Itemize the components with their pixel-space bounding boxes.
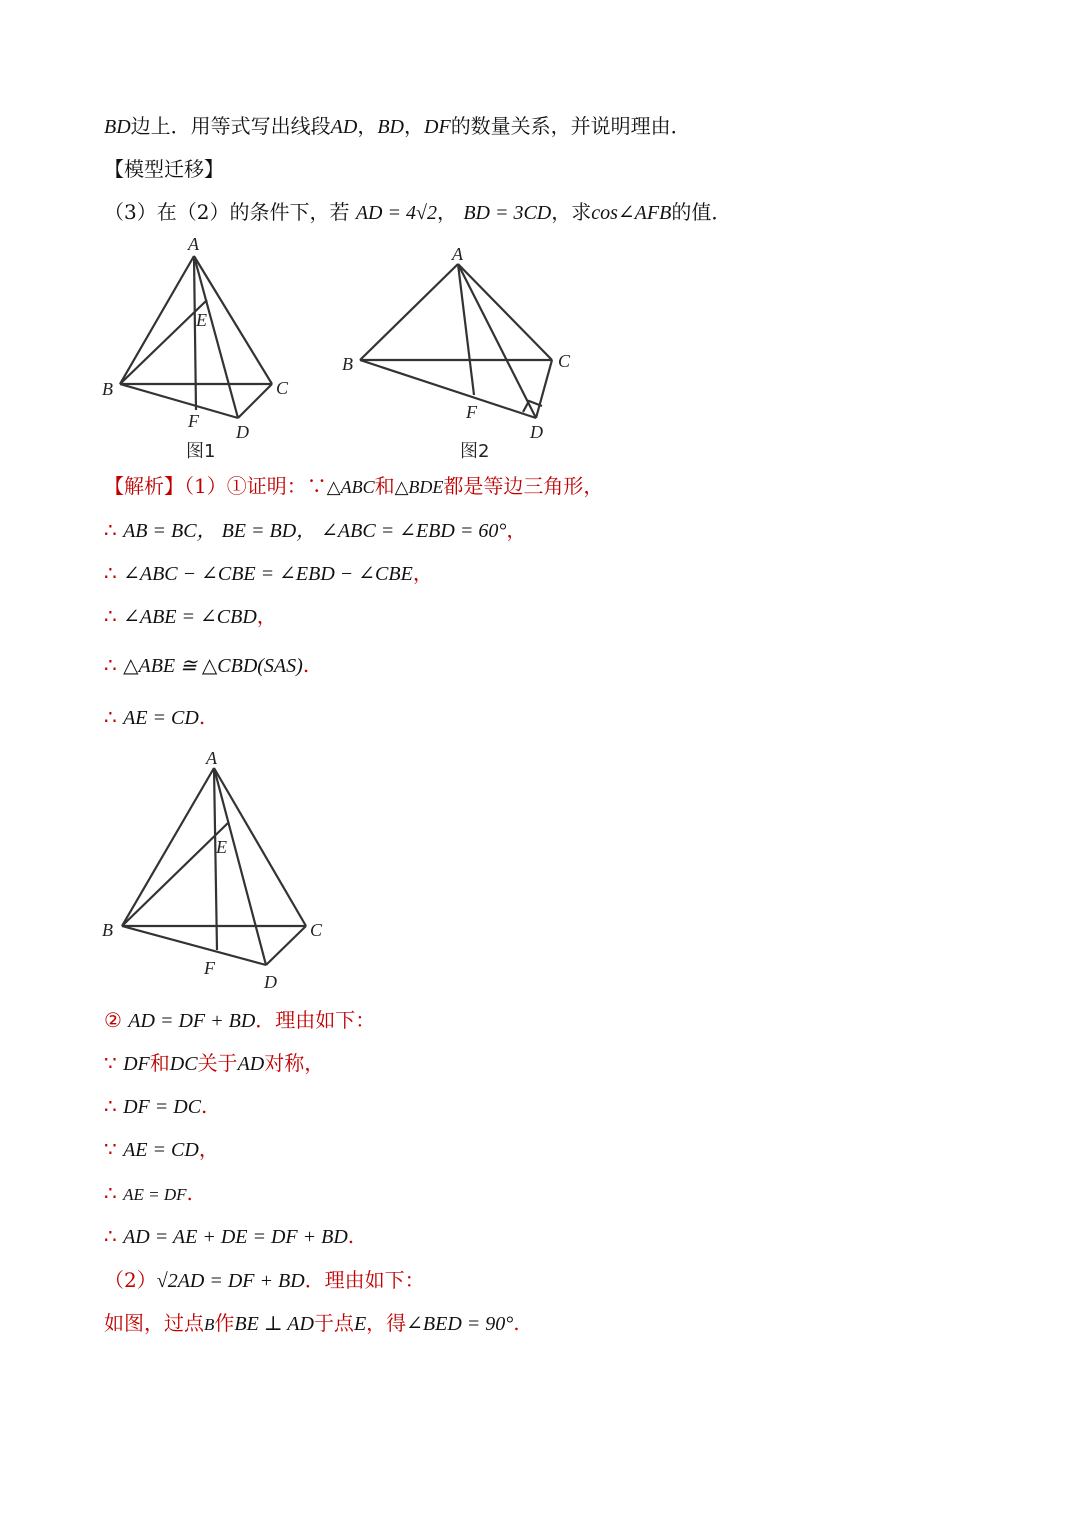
text: （2） [104,1268,157,1292]
text: . [513,1311,520,1335]
label-f: F [204,958,215,978]
therefore-symbol: ∴ [104,1224,117,1248]
math-ad: AD [330,116,358,138]
because-symbol: ∵ [104,1137,117,1161]
label-f: F [188,411,199,431]
label-b: B [102,379,113,399]
edge [458,264,536,418]
edge [122,768,214,926]
text: . [186,1181,193,1205]
text: ， [357,114,378,138]
reason-4 [104,1179,193,1209]
edge [266,926,306,965]
text: 和 [149,1051,170,1075]
text: ， [198,1137,219,1161]
text: . [201,1094,208,1118]
edge [458,264,474,395]
figure-1 [96,232,306,442]
math: AE = CD [123,707,199,729]
label-f: F [466,402,477,422]
math: DF = DC [123,1096,202,1118]
edge [238,384,272,418]
edge [360,360,536,418]
math: B [204,1315,215,1334]
circled-number: ② [104,1008,122,1032]
section-title: 【模型迁移】 [104,157,224,181]
label-e: E [216,837,227,857]
math: √2AD = DF + BD [156,1270,305,1292]
edge [120,300,207,384]
text: ， [436,200,457,224]
step-5 [104,703,205,732]
edge [122,822,229,926]
text: 都是等边三角形， [443,474,604,498]
text: （3）在（2）的条件下，若 [104,200,350,224]
text: 作 [214,1311,235,1335]
text: 对称， [264,1051,325,1075]
math: AD = DF + BD [128,1010,256,1032]
text: ．理由如下： [255,1008,376,1032]
math: △ABE ≅ △CBD(SAS) [123,655,303,677]
question-3 [104,198,731,227]
label-b: B [342,354,353,374]
math: E [353,1313,367,1335]
math: ∠BED = 90° [406,1313,514,1335]
label-c: C [276,378,289,398]
text: 【解析】（1）①证明：∵ [104,474,327,498]
reason-3 [104,1135,219,1164]
reason-1 [104,1049,324,1078]
math-cos: cos∠AFB [591,202,672,224]
text: . [347,1224,355,1248]
edge [360,264,458,360]
edge [214,768,217,950]
math: AE = CD [123,1139,199,1161]
edge [194,256,196,410]
part-2-second [104,1266,425,1295]
edge [214,768,306,926]
math-bd: BD [104,116,131,138]
edge [214,768,266,965]
part-2-claim [104,1006,375,1035]
step-4 [104,651,309,680]
text: 的数量关系，并说明理由． [450,114,691,138]
because-symbol: ∵ [104,1051,117,1075]
text: 关于 [197,1051,238,1075]
therefore-symbol: ∴ [104,1094,117,1118]
figure-2-caption: 图2 [460,441,490,462]
math-bd: BD [377,116,405,138]
therefore-symbol: ∴ [104,705,117,729]
text: . [198,705,206,729]
edge [536,360,552,418]
text: ， [412,561,433,585]
edge [122,926,266,965]
edge [458,264,552,360]
text: 的值． [671,200,732,224]
therefore-symbol: ∴ [104,518,117,542]
math: ∠ABC − ∠CBE = ∠EBD − ∠CBE [123,563,413,585]
solution-head [104,472,603,501]
math-ad-eq: AD = 4√2 [355,202,437,224]
step-3 [104,602,277,631]
therefore-symbol: ∴ [104,653,117,677]
edge [120,384,238,418]
math: AE = DF [123,1185,187,1204]
therefore-symbol: ∴ [104,561,117,585]
label-a: A [206,748,217,768]
label-e: E [196,310,207,330]
math: DF [123,1053,150,1075]
math: DC [169,1053,198,1075]
label-d: D [236,422,249,442]
text: 边上．用等式写出线段 [130,114,331,138]
text: ， [506,518,527,542]
figure-solution [96,740,346,995]
math: ∠ABE = ∠CBD [123,606,257,628]
edge [120,256,194,384]
label-a: A [452,244,463,264]
step-2 [104,559,433,588]
last-line [104,1309,520,1339]
figure-2 [336,240,586,445]
edge [194,256,238,418]
text: 如图，过点 [104,1311,204,1335]
math: △BDE [394,477,444,497]
therefore-symbol: ∴ [104,604,117,628]
reason-5 [104,1222,354,1251]
math: AB = BC， BE = BD， ∠ABC = ∠EBD = 60° [123,520,507,542]
text: ．理由如下： [304,1268,425,1292]
text: ，得 [366,1311,407,1335]
figure-1-caption: 图1 [186,441,216,462]
math-bd-eq: BD = 3CD [463,202,552,224]
step-1 [104,516,526,545]
reason-2 [104,1092,207,1121]
therefore-symbol: ∴ [104,1181,117,1205]
math-df: DF [424,116,451,138]
label-d: D [264,972,277,992]
text: ， [256,604,277,628]
text: ， [404,114,425,138]
text: 于点 [313,1311,354,1335]
text: ，求 [551,200,592,224]
label-c: C [310,920,323,940]
problem-line-1 [104,112,691,141]
math: AD = AE + DE = DF + BD [123,1226,348,1248]
label-a: A [188,234,199,254]
math: △ABC [326,477,375,497]
text: 和 [374,474,395,498]
label-d: D [530,422,543,442]
math: BE ⊥ AD [234,1313,314,1335]
label-b: B [102,920,113,940]
label-c: C [558,351,571,371]
text: . [302,653,310,677]
math: AD [237,1053,265,1075]
